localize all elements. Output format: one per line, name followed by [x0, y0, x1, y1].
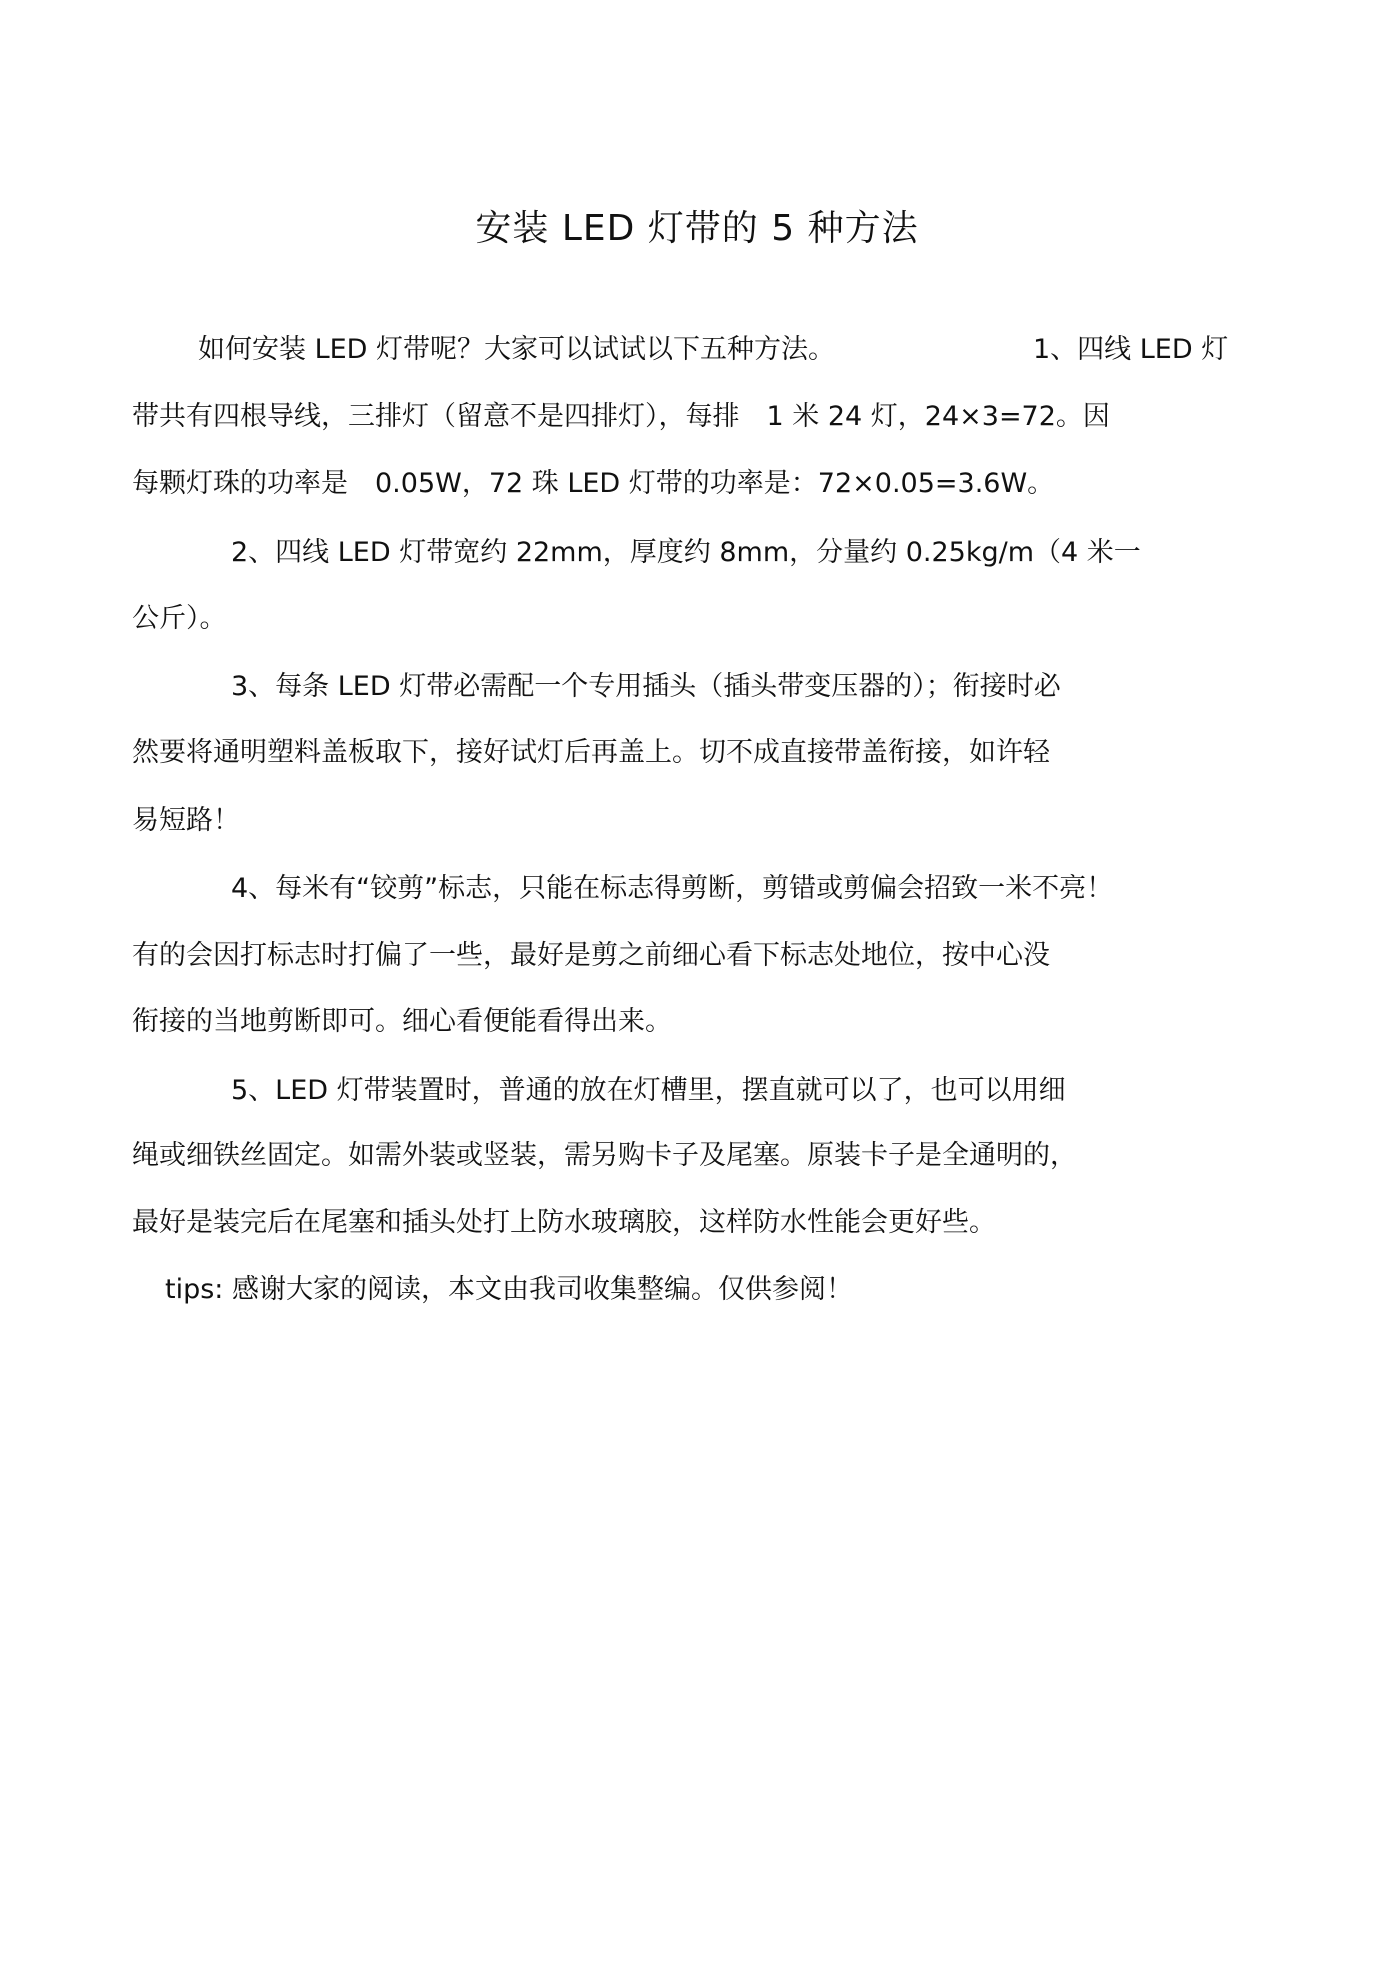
tips-line: tips: 感谢大家的阅读，本文由我司收集整编。仅供参阅！ — [165, 1274, 853, 1305]
paragraph-line: 3、每条 LED 灯带必需配一个专用插头（插头带变压器的）；衔接时必 — [231, 671, 1061, 702]
paragraph-line: 然要将通明塑料盖板取下，接好试灯后再盖上。切不成直接带盖衔接，如许轻 — [132, 737, 1050, 768]
paragraph-line: 绳或细铁丝固定。如需外装或竖装，需另购卡子及尾塞。原装卡子是全通明的， — [132, 1140, 1077, 1171]
paragraph-line: 公斤）。 — [132, 603, 227, 634]
paragraph-line: 4、每米有“铰剪”标志，只能在标志得剪断，剪错或剪偏会招致一米不亮！ — [231, 873, 1114, 904]
paragraph-line: 衔接的当地剪断即可。细心看便能看得出来。 — [132, 1006, 672, 1037]
paragraph-line: 每颗灯珠的功率是 0.05W，72 珠 LED 灯带的功率是：72×0.05=3.6W。 — [132, 468, 1055, 499]
paragraph-line: 最好是装完后在尾塞和插头处打上防水玻璃胶，这样防水性能会更好些。 — [132, 1207, 996, 1238]
paragraph-line: 5、LED 灯带装置时，普通的放在灯槽里，摆直就可以了，也可以用细 — [231, 1075, 1066, 1106]
paragraph-line: 如何安装 LED 灯带呢？大家可以试试以下五种方法。 — [198, 334, 836, 365]
paragraph-line: 有的会因打标志时打偏了一些，最好是剪之前细心看下标志处地位，按中心没 — [132, 940, 1050, 971]
paragraph-line: 带共有四根导线，三排灯（留意不是四排灯），每排 1 米 24 灯，24×3=72。因 — [132, 401, 1110, 432]
paragraph-line: 1、四线 LED 灯 — [1033, 334, 1229, 365]
paragraph-line: 2、四线 LED 灯带宽约 22mm，厚度约 8mm，分量约 0.25kg/m（4 米一 — [231, 537, 1141, 568]
document-title: 安装 LED 灯带的 5 种方法 — [475, 208, 919, 249]
paragraph-line: 易短路！ — [132, 805, 240, 836]
